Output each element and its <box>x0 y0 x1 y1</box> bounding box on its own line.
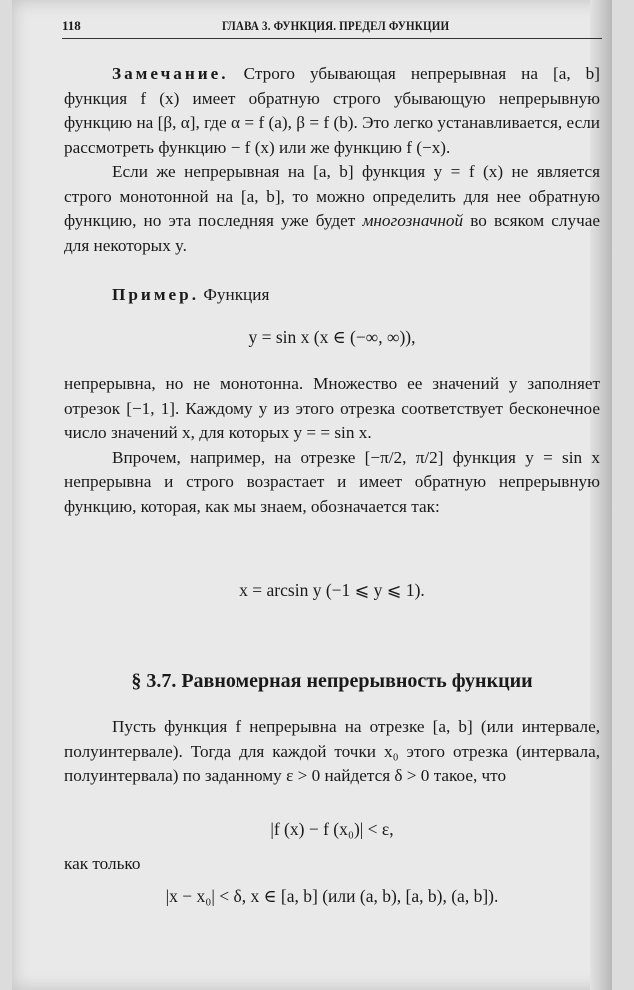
example-intro: Функция <box>203 285 270 304</box>
book-page <box>12 0 612 990</box>
remark-para2-after: во всяком случае для некоторых y. <box>64 211 600 255</box>
running-header <box>62 16 602 39</box>
as-soon-label: как только <box>64 854 141 873</box>
example-paragraph-1: непрерывна, но не монотонна. Множество ее значений y заполняет отрезок [−1, 1]. Каждому y из этого отрезка соответствует бесконечное число значений x, для которых y = = sin x. <box>64 374 600 442</box>
page-number: 118 <box>62 18 81 33</box>
section-paragraph: Пусть функция f непрерывна на отрезке [a, b] (или интервале, полуинтервале). Тогда для каждой точки x₀ этого отрезка (интервала, полуинтервала) по заданному ε > 0 найдется δ > 0 такое, что <box>64 717 600 785</box>
example-label: Пример. <box>112 285 200 304</box>
section-block <box>64 715 600 789</box>
remark-italic-word: многозначной <box>362 211 464 230</box>
remark-paragraph <box>64 62 600 160</box>
example-block <box>64 372 600 519</box>
example-paragraph-2: Впрочем, например, на отрезке [−π/2, π/2] функция y = sin x непрерывна и строго возрастает и имеет обратную непрерывную функцию, которая, как мы знаем, обозначается так: <box>64 447 600 516</box>
section-title: § 3.7. Равномерная непрерывность функции <box>131 670 533 692</box>
formula-epsilon: |f (x) − f (x₀)| < ε, <box>270 819 394 839</box>
remark-label: Замечание. <box>112 64 229 83</box>
formula-arcsin: x = arcsin y (−1 ⩽ y ⩽ 1). <box>239 580 425 600</box>
example-heading <box>64 283 600 308</box>
formula-delta: |x − x₀| < δ, x ∈ [a, b] (или (a, b), [a, b), (a, b]). <box>165 886 499 906</box>
formula-sin: y = sin x (x ∈ (−∞, ∞)), <box>248 327 416 347</box>
remark-text: Строго убывающая непрерывная на [a, b] функция f (x) имеет обратную строго убывающую непрерывную функцию на [β, α], где α = f (a), β = f (b). Это легко устанавливается, если рассмотреть функцию − f (x) или же функцию f (−x). <box>64 64 600 157</box>
chapter-title: ГЛАВА 3. ФУНКЦИЯ. ПРЕДЕЛ ФУНКЦИИ <box>222 18 450 33</box>
remark-block <box>64 62 600 258</box>
as-soon-text <box>64 852 600 877</box>
remark-para2-before: Если же непрерывная на [a, b] функция y = f (x) не является строго монотонной на [a, b], то можно определить для нее обратную функцию, но эта последняя уже будет <box>64 162 600 230</box>
remark-paragraph-2 <box>64 160 600 258</box>
